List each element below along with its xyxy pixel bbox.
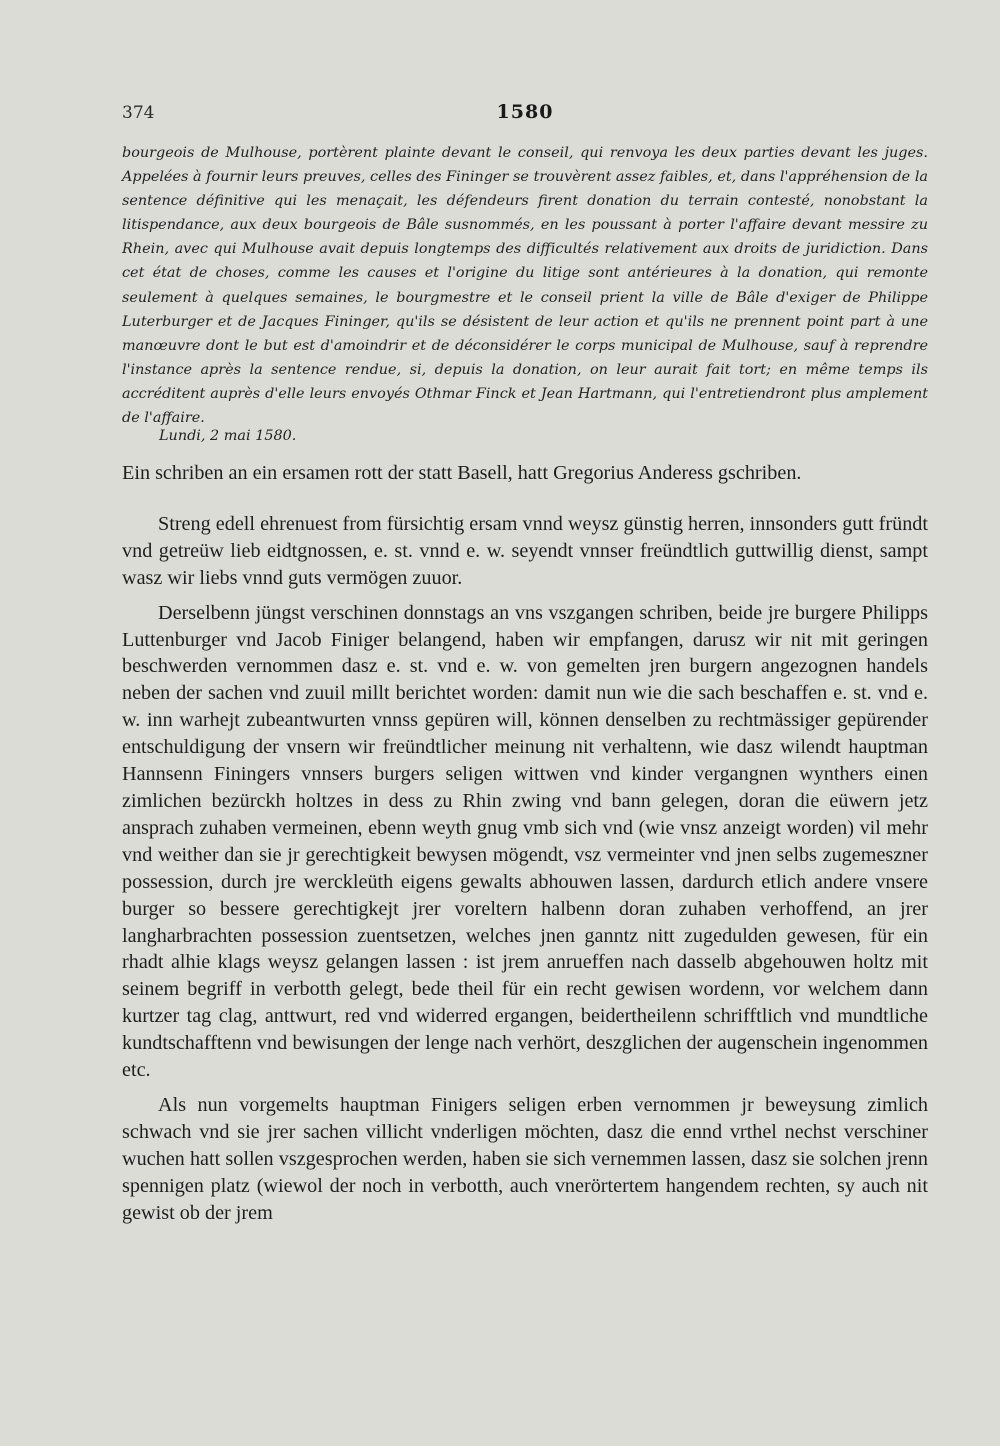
summary-date: Lundi, 2 mai 1580. xyxy=(159,428,297,444)
letter-body-paragraph: Als nun vorgemelts hauptman Finigers seligen erben vernommen jr beweysung zimlich schwach vnd sie jrer sachen villicht vnderligen möchten, dasz die ennd vrthel nechst verschiner wuchen hatt sollen vszgesprochen werden, haben sie sich vernemmen lassen, dasz sie solchen jrenn spennigen platz (wiewol der noch in verbotth, auch vnerörtertem hangendem rechten, sy auch nit gewist ob der jrem xyxy=(122,1093,928,1224)
running-head-year: 1580 xyxy=(496,101,554,123)
french-summary xyxy=(122,141,928,430)
letter-heading-paragraph: Ein schriben an ein ersamen rott der statt Basell, hatt Gregorius Anderess gschriben. xyxy=(122,462,802,484)
page-header xyxy=(122,103,928,129)
page-number: 374 xyxy=(122,103,155,123)
letter-salutation-paragraph: Streng edell ehrenuest from fürsichtig ersam vnnd weysz günstig herren, innsonders gutt fründt vnd getreüw lieb eidtgnossen, e. st. vnnd e. w. seyendt vnnser freündtlich guttwillig dienst, sampt wasz wir liebs vnnd guts vermögen zuuor. xyxy=(122,512,928,589)
summary-paragraph: bourgeois de Mulhouse, portèrent plainte devant le conseil, qui renvoya les deux parties devant les juges. Appelées à fournir leurs preuves, celles des Fininger se trouvèrent assez faibles, et, dans l'appréhension de la sentence définitive qui les menaçait, les défendeurs firent donation du terrain contesté, nonobstant la litispendance, aux deux bourgeois de Bâle susnommés, en les poussant à porter l'affaire devant messire zu Rhein, avec qui Mulhouse avait depuis longtemps des difficultés relativement aux droits de juridiction. Dans cet état de choses, comme les causes et l'origine du litige sont antérieures à la donation, qui remonte seulement à quelques semaines, le bourgmestre et le conseil prient la ville de Bâle d'exiger de Philippe Luterburger et de Jacques Fininger, qu'ils se désistent de leur action et qu'ils ne prennent point part à une manœuvre dont le but est d'amoindrir et de déconsidérer le corps municipal de Mulhouse, sauf à reprendre l'instance après la sentence rendue, si, depuis la donation, on leur aurait fait tort; en même temps ils accréditent auprès d'elle leurs envoyés Othmar Finck et Jean Hartmann, qui l'entretiendront plus amplement de l'affaire. xyxy=(122,145,928,427)
letter-body-paragraph: Derselbenn jüngst verschinen donnstags an vns vszgangen schriben, beide jre burgere Philipps Luttenburger vnd Jacob Finiger belangend, haben wir empfangen, darusz wir nit mit geringen beschwerden vernommen dasz e. st. vnd e. w. von gemelten jren burgern angezognen handels neben der sachen vnd zuuil millt berichtet worden: damit nun wie die sach beschaffen e. st. vnd e. w. inn warhejt zubeantwurten vnnss gepüren will, können denselben zu rechtmässiger gepürender entschuldigung der vnsern wir freündtlicher meinung nit verhaltenn, wie dasz wilendt hauptman Hannsenn Finingers vnnsers burgers seligen wittwen vnd kinder vergangnen wynthers einen zimlichen bezürckh holtzes in dess zu Rhin zwing vnd bann gelegen, doran die eüwern jetz ansprach zuhaben vermeinen, ebenn weyth gnug vmb sich vnd (wie vnsz anzeigt worden) vil mehr vnd weither dan sie jr gerechtigkeit bewysen mögendt, vsz vermeinter vnd jnen selbs zugemeszner possession, durch jre wercklеüth eigens gewalts abhouwen lassen, dardurch etlich andere vnsere burger so bessere gerechtigkejt jrer voreltern halbenn doran zuhaben verhoffend, an jrer langharbrachten possession zuentsetzen, welches jnen ganntz nitt zugedulden gewesen, für ein rhadt alhie klags weysz gelangen lassen : ist jrem anrueffen nach dasselb abgehouwen holtz mit seinem begriff in verbotth gelegt, bede theil für ein recht gewisen wordenn, vor welchem dann kurtzer tag clag, anttwurt, red vnd widerred ergangen, beidertheilenn schrifftlich vnd mundtliche kundtschafftenn vnd bewisungen der lenge nach verhört, deszglichen der augenschein ingenommen etc. xyxy=(122,601,928,1082)
document-body xyxy=(122,460,928,1226)
